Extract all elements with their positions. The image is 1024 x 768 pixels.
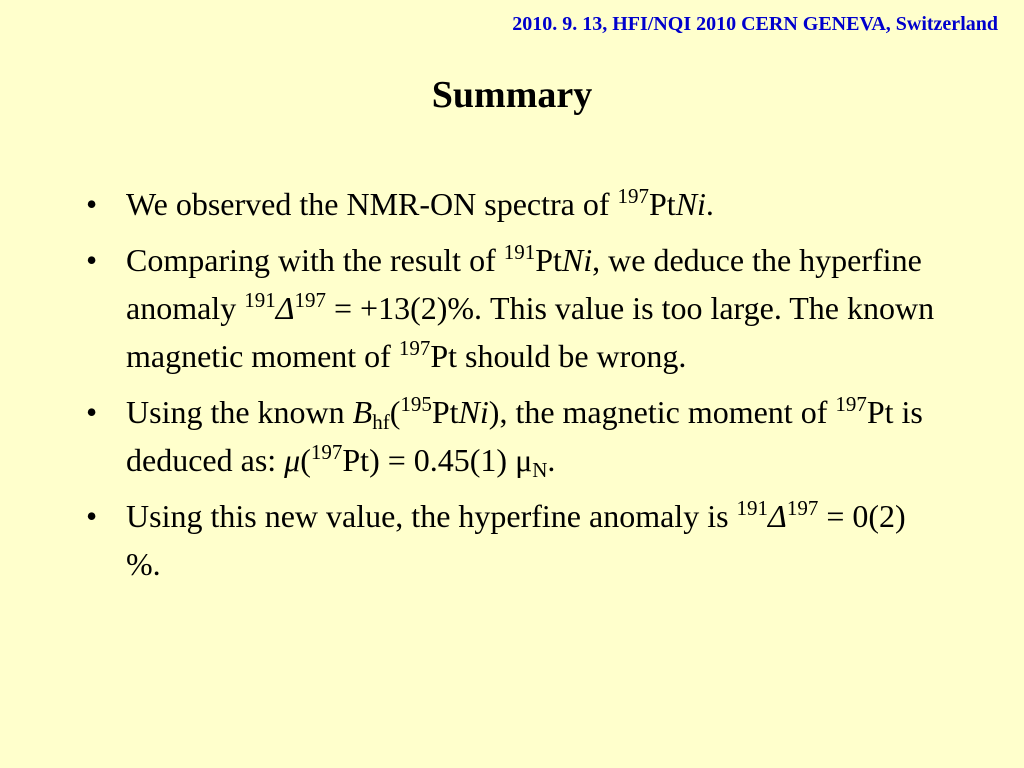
anomaly-symbol: Δ xyxy=(275,290,295,326)
bullet-text: Pt is deduced as: xyxy=(126,394,923,478)
bullet-mark: • xyxy=(86,242,98,278)
host-symbol: Ni xyxy=(675,186,706,222)
bullet-mark: • xyxy=(86,186,98,222)
mass-number: 191 xyxy=(503,240,536,264)
element-symbol: Pt xyxy=(431,394,459,430)
mass-number: 197 xyxy=(398,336,431,360)
bullet-mark: • xyxy=(86,498,98,534)
mass-number: 197 xyxy=(617,184,649,208)
bullet-text: Pt should be wrong. xyxy=(430,338,687,374)
field-subscript: hf xyxy=(372,410,390,434)
bullet-item-2 xyxy=(86,236,946,380)
mass-number: 197 xyxy=(294,288,326,312)
bullet-text: ), the magnetic moment of xyxy=(488,394,836,430)
bullet-text: . xyxy=(705,186,714,222)
bullet-text: ( xyxy=(300,442,311,478)
slide-title: Summary xyxy=(431,74,593,116)
unit-subscript: N xyxy=(532,458,548,482)
mass-number: 197 xyxy=(786,496,819,520)
bullet-text: We observed the NMR-ON spectra of xyxy=(126,186,618,222)
bullet-text: ( xyxy=(389,394,401,430)
element-symbol: Pt xyxy=(649,186,676,222)
moment-symbol: μ xyxy=(284,442,301,478)
mass-number: 191 xyxy=(736,496,769,520)
bullet-text: Using the known xyxy=(126,394,353,430)
bullet-item-4 xyxy=(86,492,946,588)
header-note: 2010. 9. 13, HFI/NQI 2010 CERN GENEVA, Switzerland xyxy=(512,13,998,35)
bullet-mark: • xyxy=(86,394,98,430)
host-symbol: Ni xyxy=(561,242,593,278)
field-symbol: B xyxy=(352,394,373,430)
bullet-item-3 xyxy=(86,388,946,484)
mass-number: 197 xyxy=(310,440,343,464)
mass-number: 191 xyxy=(244,288,276,312)
bullet-text: = 0(2) %. xyxy=(126,498,906,582)
bullet-text: Pt) = 0.45(1) μ xyxy=(342,442,533,478)
mass-number: 197 xyxy=(835,392,867,416)
bullet-text: Comparing with the result of xyxy=(126,242,504,278)
bullet-list xyxy=(86,180,946,596)
bullet-text: . xyxy=(547,442,556,478)
mass-number: 195 xyxy=(400,392,432,416)
bullet-item-1 xyxy=(86,180,946,228)
anomaly-symbol: Δ xyxy=(768,498,787,534)
element-symbol: Pt xyxy=(535,242,562,278)
bullet-text: , we deduce the hyperfine anomaly xyxy=(126,242,922,326)
bullet-text: = +13(2)%. This value is too large. The known magnetic moment of xyxy=(126,290,935,374)
host-symbol: Ni xyxy=(458,394,489,430)
bullet-text: Using this new value, the hyperfine anomaly is xyxy=(126,498,737,534)
